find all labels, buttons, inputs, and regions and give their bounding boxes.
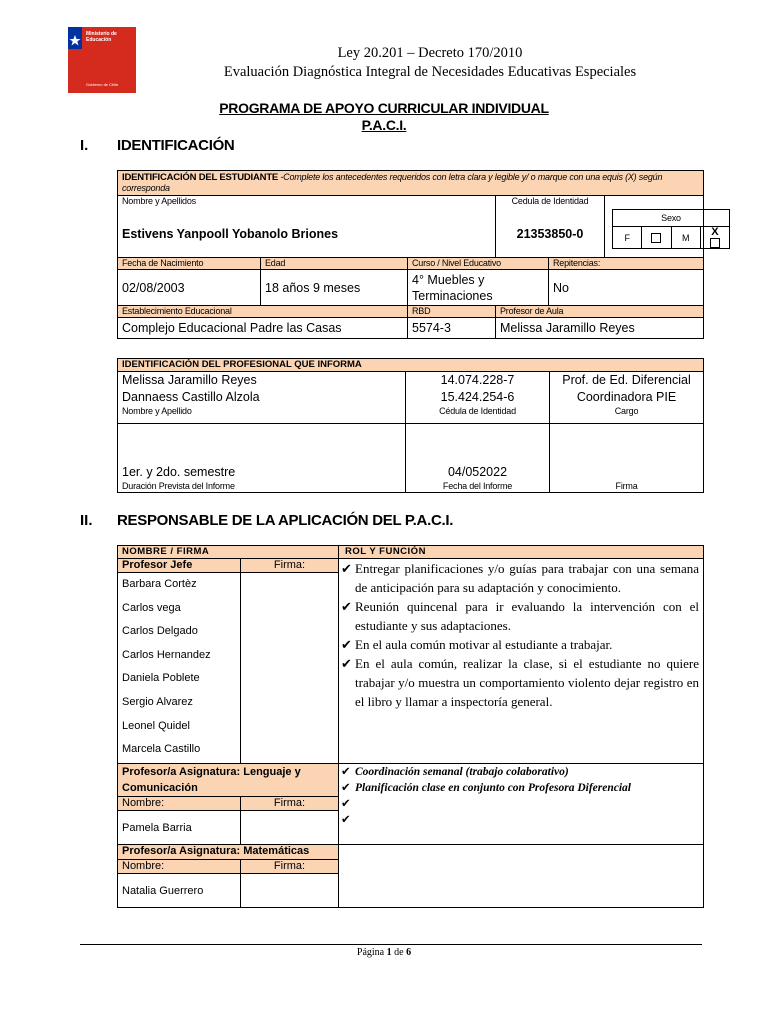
jefe-teacher-name: Leonel Quidel <box>122 719 190 732</box>
jefe-teacher-name: Carlos Delgado <box>122 625 198 638</box>
mate-teacher-name: Natalia Guerrero <box>118 874 241 908</box>
duration-value: 1er. y 2do. semestre <box>122 465 236 479</box>
jefe-teacher-name: Marcela Castillo <box>122 743 201 756</box>
sex-m-label: M <box>671 227 700 249</box>
check-icon: ✔ <box>341 656 352 671</box>
logo-subtext: Gobierno de Chile <box>86 82 119 87</box>
jefe-role-item <box>341 635 699 654</box>
rbd-label: RBD <box>408 306 496 318</box>
school-label: Establecimiento Educacional <box>118 306 408 318</box>
course-value: 4° Muebles y Terminaciones <box>408 270 549 306</box>
student-id-cell <box>496 196 605 258</box>
jefe-role-text: Reunión quincenal para ir evaluando la intervención con el estudiante y sus adaptaciones. <box>355 599 699 633</box>
doc-title: PROGRAMA DE APOYO CURRICULAR INDIVIDUAL <box>219 100 549 116</box>
footer-page-number: 1 <box>386 947 392 958</box>
teacher-value: Melissa Jaramillo Reyes <box>496 318 704 339</box>
lenguaje-nombre-label: Nombre: <box>118 797 241 811</box>
col-role-header: ROL Y FUNCIÓN <box>339 546 704 559</box>
professional-name-label: Nombre y Apellido <box>122 406 192 416</box>
professional-role-2: Coordinadora PIE <box>576 390 677 404</box>
footer-divider <box>80 944 702 945</box>
check-icon: ✔ <box>341 814 351 826</box>
signature-label: Firma <box>615 481 638 491</box>
check-icon: ✔ <box>341 798 351 810</box>
professional-ids-cell <box>406 372 550 424</box>
professional-id-1: 14.074.228-7 <box>440 373 515 387</box>
lenguaje-teacher-name: Pamela Barria <box>118 811 241 845</box>
jefe-names-list <box>122 573 236 756</box>
school-value: Complejo Educacional Padre las Casas <box>118 318 408 339</box>
jefe-firma-label: Firma: <box>241 559 339 573</box>
dob-value: 02/08/2003 <box>118 270 261 306</box>
signature-cell[interactable] <box>550 424 704 493</box>
mate-roles-cell <box>339 845 704 908</box>
col-name-header: NOMBRE / FIRMA <box>118 546 339 559</box>
lenguaje-role-text: Planificación clase en conjunto con Profesora Diferencial <box>355 782 631 794</box>
jefe-teacher-name: Barbara Cortèz <box>122 578 197 590</box>
mate-label: Profesor/a Asignatura: Matemáticas <box>118 845 339 860</box>
jefe-signature-cell[interactable] <box>241 573 339 764</box>
jefe-role-item <box>341 654 699 711</box>
section-2-number: II. <box>80 512 93 529</box>
professional-role-label: Cargo <box>614 406 639 416</box>
jefe-role-text: En el aula común motivar al estudiante a trabajar. <box>355 637 613 652</box>
professional-role-1: Prof. de Ed. Diferencial <box>562 373 691 387</box>
rbd-value: 5574-3 <box>408 318 496 339</box>
doc-subtitle: P.A.C.I. <box>361 117 407 133</box>
lenguaje-role-text: Coordinación semanal (trabajo colaborativo) <box>355 766 569 778</box>
professional-id-label: Cédula de Identidad <box>439 406 516 416</box>
section-1-number: I. <box>80 137 89 154</box>
professional-id-2: 15.424.254-6 <box>440 390 515 404</box>
jefe-role-item <box>341 559 699 597</box>
section-1-title: IDENTIFICACIÓN <box>117 137 235 154</box>
age-value: 18 años 9 meses <box>261 270 408 306</box>
header-line-2: Evaluación Diagnóstica Integral de Necesidades Educativas Especiales <box>223 64 637 80</box>
lenguaje-roles-cell <box>339 764 704 845</box>
logo-text: Ministerio de Educación <box>86 31 117 43</box>
check-icon: ✔ <box>341 782 351 794</box>
sex-f-checkbox[interactable] <box>642 227 671 249</box>
student-id: 21353850-0 <box>516 227 584 241</box>
page-footer <box>0 947 768 958</box>
lenguaje-signature-cell[interactable] <box>241 811 339 845</box>
check-icon: ✔ <box>341 637 352 652</box>
mate-signature-cell[interactable] <box>241 874 339 908</box>
dob-label: Fecha de Nacimiento <box>118 258 261 270</box>
sex-m-checkbox[interactable] <box>700 227 729 249</box>
student-header: IDENTIFICACIÓN DEL ESTUDIANTE -Complete los antecedentes requeridos con letra clara y legible y/ o marque con una equis (X) según corresponda <box>118 171 704 196</box>
course-label: Curso / Nivel Educativo <box>408 258 549 270</box>
professional-roles-cell <box>550 372 704 424</box>
age-label: Edad <box>261 258 408 270</box>
sex-mark: X <box>711 226 719 239</box>
repetition-label: Repitencias: <box>549 258 704 270</box>
lenguaje-roles-list <box>341 764 699 828</box>
header-line-1: Ley 20.201 – Decreto 170/2010 <box>337 45 523 61</box>
duration-cell <box>118 424 406 493</box>
lenguaje-firma-label: Firma: <box>241 797 339 811</box>
footer-prefix: Página <box>356 947 387 958</box>
jefe-teacher-name: Carlos Hernandez <box>122 648 211 661</box>
footer-mid: de <box>391 947 407 958</box>
jefe-names-cell <box>118 573 241 764</box>
jefe-label: Profesor Jefe <box>118 559 241 573</box>
jefe-teacher-name: Sergio Alvarez <box>122 695 193 708</box>
lenguaje-label: Profesor/a Asignatura: Lenguaje y Comunicación <box>118 764 339 797</box>
section-2-title: RESPONSABLE DE LA APLICACIÓN DEL P.A.C.I. <box>117 512 454 529</box>
professional-name-2: Dannaess Castillo Alzola <box>122 390 260 404</box>
jefe-roles-list <box>341 559 699 711</box>
jefe-roles-cell <box>339 559 704 764</box>
professional-identification-table <box>117 358 704 493</box>
check-icon: ✔ <box>341 766 351 778</box>
student-sex-cell <box>605 196 719 258</box>
report-date-cell <box>406 424 550 493</box>
jefe-teacher-name: Daniela Poblete <box>122 672 200 685</box>
professional-header: IDENTIFICACIÓN DEL PROFESIONAL QUE INFORMA <box>118 359 704 372</box>
lenguaje-role-item <box>341 812 699 828</box>
teacher-label: Profesor de Aula <box>496 306 704 318</box>
mate-firma-label: Firma: <box>241 860 339 874</box>
jefe-teacher-name: Carlos vega <box>122 601 181 614</box>
sex-f-label: F <box>613 227 642 249</box>
report-date-value: 04/052022 <box>447 465 508 479</box>
lenguaje-role-item <box>341 780 699 796</box>
student-identification-table <box>117 170 719 339</box>
mate-nombre-label: Nombre: <box>118 860 241 874</box>
student-name: Estivens Yanpooll Yobanolo Briones <box>122 227 339 241</box>
lenguaje-role-item <box>341 764 699 780</box>
professional-name-1: Melissa Jaramillo Reyes <box>122 373 257 387</box>
repetition-value: No <box>549 270 704 306</box>
check-icon: ✔ <box>341 561 352 576</box>
footer-page-total: 6 <box>406 947 412 958</box>
student-id-label: Cedula de Identidad <box>511 196 589 206</box>
professional-names-cell <box>118 372 406 424</box>
jefe-role-text: En el aula común, realizar la clase, si el estudiante no quiere trabajar y/o muestra un comportamiento violento dejar registro en el libro y llamar a inspectoría general. <box>355 656 699 709</box>
duration-label: Duración Prevista del Informe <box>122 481 235 491</box>
jefe-role-item <box>341 597 699 635</box>
student-name-label: Nombre y Apellidos <box>122 196 196 206</box>
sex-table <box>612 209 730 249</box>
jefe-role-text: Entregar planificaciones y/o guías para trabajar con una semana de anticipación para su adaptación y conocimiento. <box>355 561 699 595</box>
responsible-table <box>117 545 704 908</box>
report-date-label: Fecha del Informe <box>442 481 513 491</box>
lenguaje-role-item <box>341 796 699 812</box>
sex-label: Sexo <box>613 210 730 227</box>
student-name-cell <box>118 196 496 258</box>
check-icon: ✔ <box>341 599 352 614</box>
